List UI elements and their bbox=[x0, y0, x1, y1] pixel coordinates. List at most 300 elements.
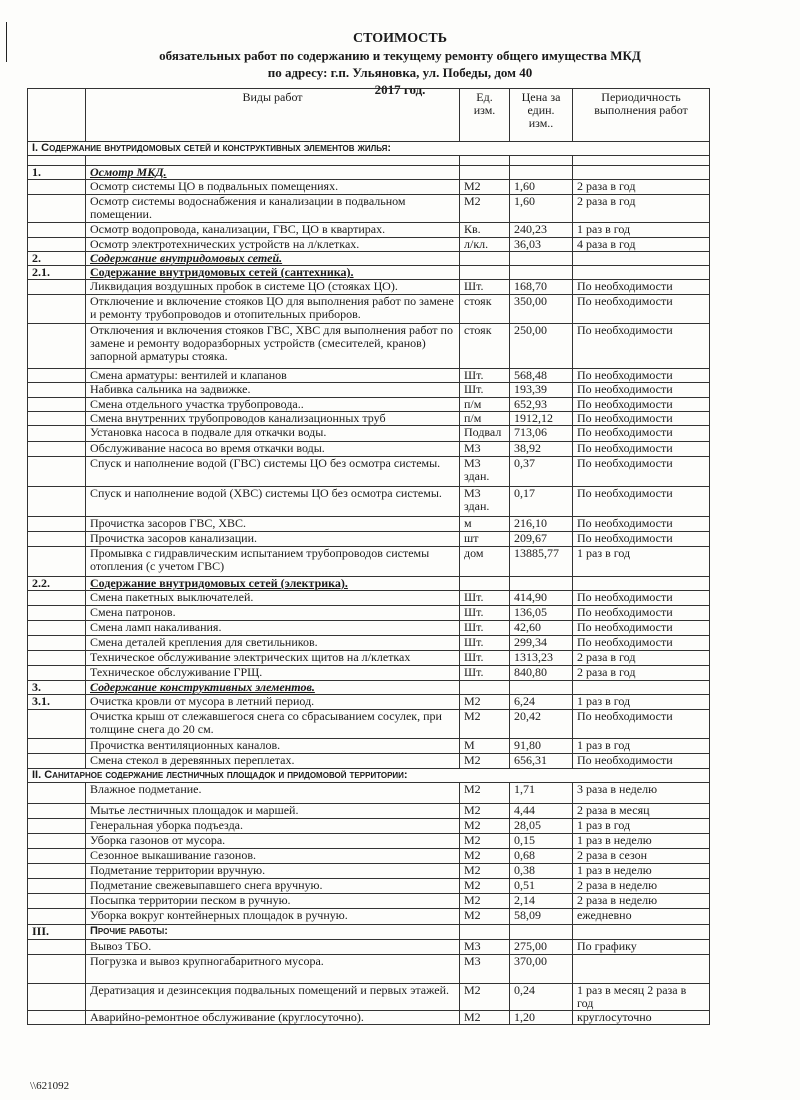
period-cell: ежедневно bbox=[573, 909, 710, 925]
period-cell: По необходимости bbox=[573, 412, 710, 426]
empty-cell bbox=[573, 577, 710, 591]
empty-cell bbox=[573, 266, 710, 280]
work-name: Смена ламп накаливания. bbox=[86, 621, 460, 636]
unit-cell: М2 bbox=[460, 834, 510, 849]
period-cell: 2 раза в месяц bbox=[573, 804, 710, 819]
price-cell: 250,00 bbox=[510, 324, 573, 369]
period-cell: По необходимости bbox=[573, 426, 710, 442]
table-row bbox=[28, 324, 710, 369]
table-row bbox=[28, 238, 710, 252]
subsection-title: Содержание внутридомовых сетей. bbox=[86, 252, 460, 266]
price-cell: 370,00 bbox=[510, 955, 573, 984]
table-row bbox=[28, 754, 710, 769]
work-name: Уборка газонов от мусора. bbox=[86, 834, 460, 849]
table-row bbox=[28, 398, 710, 412]
empty-cell bbox=[510, 577, 573, 591]
row-number bbox=[28, 223, 86, 238]
table-row bbox=[28, 955, 710, 984]
row-number bbox=[28, 783, 86, 804]
unit-cell: М2 bbox=[460, 1011, 510, 1025]
period-cell: По необходимости bbox=[573, 606, 710, 621]
work-name: Прочистка засоров ГВС, ХВС. bbox=[86, 517, 460, 532]
row-number: III. bbox=[28, 925, 86, 940]
header-price: Цена за един. изм.. bbox=[510, 89, 573, 142]
price-cell: 1,71 bbox=[510, 783, 573, 804]
table-row bbox=[28, 156, 710, 166]
row-number bbox=[28, 1011, 86, 1025]
period-cell: По необходимости bbox=[573, 442, 710, 457]
price-cell: 240,23 bbox=[510, 223, 573, 238]
table-row bbox=[28, 769, 710, 783]
work-name: Смена патронов. bbox=[86, 606, 460, 621]
unit-cell: Подвал bbox=[460, 426, 510, 442]
price-cell: 652,93 bbox=[510, 398, 573, 412]
table-row bbox=[28, 517, 710, 532]
header-unit: Ед. изм. bbox=[460, 89, 510, 142]
row-number bbox=[28, 834, 86, 849]
work-name: Прочистка засоров канализации. bbox=[86, 532, 460, 547]
table-row bbox=[28, 834, 710, 849]
unit-cell: М2 bbox=[460, 879, 510, 894]
empty-cell bbox=[510, 166, 573, 180]
row-number bbox=[28, 754, 86, 769]
period-cell: 1 раз в год bbox=[573, 223, 710, 238]
period-cell: По необходимости bbox=[573, 280, 710, 295]
table-row bbox=[28, 739, 710, 754]
price-cell: 13885,77 bbox=[510, 547, 573, 577]
table-row bbox=[28, 426, 710, 442]
price-cell: 0,24 bbox=[510, 984, 573, 1011]
price-cell: 0,68 bbox=[510, 849, 573, 864]
unit-cell: п/м bbox=[460, 398, 510, 412]
period-cell: 1 раз в год bbox=[573, 547, 710, 577]
price-cell: 136,05 bbox=[510, 606, 573, 621]
doc-year: 2017 год. bbox=[374, 82, 426, 97]
table-row bbox=[28, 783, 710, 804]
table-row bbox=[28, 894, 710, 909]
table-row bbox=[28, 180, 710, 195]
row-number bbox=[28, 606, 86, 621]
period-cell: По необходимости bbox=[573, 517, 710, 532]
row-number bbox=[28, 864, 86, 879]
unit-cell: п/м bbox=[460, 412, 510, 426]
work-name: Подметание территории вручную. bbox=[86, 864, 460, 879]
unit-cell: шт bbox=[460, 532, 510, 547]
table-row bbox=[28, 383, 710, 398]
period-cell: круглосуточно bbox=[573, 1011, 710, 1025]
price-cell: 350,00 bbox=[510, 295, 573, 324]
table-row bbox=[28, 1011, 710, 1025]
table-row bbox=[28, 142, 710, 156]
period-cell: По необходимости bbox=[573, 457, 710, 487]
header-works: Виды работ bbox=[86, 89, 460, 142]
work-name: Осмотр электротехнических устройств на л/клетках. bbox=[86, 238, 460, 252]
price-cell: 42,60 bbox=[510, 621, 573, 636]
unit-cell: стояк bbox=[460, 295, 510, 324]
period-cell: По необходимости bbox=[573, 383, 710, 398]
row-number: 2.1. bbox=[28, 266, 86, 280]
row-number bbox=[28, 955, 86, 984]
price-cell: 20,42 bbox=[510, 710, 573, 739]
work-name: Смена деталей крепления для светильников. bbox=[86, 636, 460, 651]
row-number bbox=[28, 280, 86, 295]
work-name: Осмотр системы ЦО в подвальных помещениях. bbox=[86, 180, 460, 195]
period-cell: 2 раза в год bbox=[573, 180, 710, 195]
price-cell bbox=[510, 925, 573, 940]
price-cell: 0,15 bbox=[510, 834, 573, 849]
work-name: Сезонное выкашивание газонов. bbox=[86, 849, 460, 864]
table-row bbox=[28, 864, 710, 879]
unit-cell: М2 bbox=[460, 195, 510, 223]
period-cell: 1 раз в месяц 2 раза в год bbox=[573, 984, 710, 1011]
table-row bbox=[28, 223, 710, 238]
row-number bbox=[28, 984, 86, 1011]
row-number bbox=[28, 195, 86, 223]
period-cell: По необходимости bbox=[573, 487, 710, 517]
row-number bbox=[28, 940, 86, 955]
unit-cell: м bbox=[460, 517, 510, 532]
work-name: Спуск и наполнение водой (ХВС) системы ЦО без осмотра системы. bbox=[86, 487, 460, 517]
table-row bbox=[28, 280, 710, 295]
period-cell: 3 раза в неделю bbox=[573, 783, 710, 804]
row-number bbox=[28, 894, 86, 909]
unit-cell: М3 bbox=[460, 940, 510, 955]
table-row bbox=[28, 804, 710, 819]
unit-cell: Шт. bbox=[460, 383, 510, 398]
work-name: Влажное подметание. bbox=[86, 783, 460, 804]
table-row bbox=[28, 666, 710, 681]
unit-cell: М3 bbox=[460, 442, 510, 457]
table-row bbox=[28, 925, 710, 940]
row-number: 3.1. bbox=[28, 695, 86, 710]
price-cell: 38,92 bbox=[510, 442, 573, 457]
subsection-title: Содержание внутридомовых сетей (электрика). bbox=[86, 577, 460, 591]
unit-cell: М2 bbox=[460, 783, 510, 804]
unit-cell: М2 bbox=[460, 804, 510, 819]
table-row bbox=[28, 532, 710, 547]
period-cell: 1 раз в год bbox=[573, 819, 710, 834]
period-cell: По необходимости bbox=[573, 621, 710, 636]
section-heading: I. Содержание внутридомовых сетей и конструктивных элементов жилья: bbox=[28, 142, 710, 156]
row-number bbox=[28, 324, 86, 369]
price-cell: 216,10 bbox=[510, 517, 573, 532]
table-row bbox=[28, 621, 710, 636]
period-cell: По необходимости bbox=[573, 532, 710, 547]
unit-cell: М2 bbox=[460, 849, 510, 864]
table-row bbox=[28, 879, 710, 894]
row-number bbox=[28, 666, 86, 681]
price-cell: 193,39 bbox=[510, 383, 573, 398]
row-number bbox=[28, 710, 86, 739]
table-header-row bbox=[28, 89, 710, 142]
empty-cell bbox=[460, 252, 510, 266]
price-cell: 713,06 bbox=[510, 426, 573, 442]
work-name: Аварийно-ремонтное обслуживание (круглосуточно). bbox=[86, 1011, 460, 1025]
unit-cell: М2 bbox=[460, 710, 510, 739]
unit-cell: М2 bbox=[460, 695, 510, 710]
period-cell: По необходимости bbox=[573, 754, 710, 769]
work-name: Генеральная уборка подъезда. bbox=[86, 819, 460, 834]
work-name: Смена отдельного участка трубопровода.. bbox=[86, 398, 460, 412]
table-row bbox=[28, 909, 710, 925]
empty-cell bbox=[510, 681, 573, 695]
row-number bbox=[28, 412, 86, 426]
row-number bbox=[28, 621, 86, 636]
unit-cell bbox=[460, 925, 510, 940]
table-row bbox=[28, 710, 710, 739]
work-name: Вывоз ТБО. bbox=[86, 940, 460, 955]
work-name: Набивка сальника на задвижке. bbox=[86, 383, 460, 398]
table-row bbox=[28, 651, 710, 666]
doc-title: СТОИМОСТЬ bbox=[352, 31, 448, 46]
row-number bbox=[28, 532, 86, 547]
price-cell: 1,20 bbox=[510, 1011, 573, 1025]
row-number: 3. bbox=[28, 681, 86, 695]
period-cell bbox=[573, 955, 710, 984]
work-name: Очистка крыш от слежавшегося снега со сбрасыванием сосулек, при толщине снега до 20 см. bbox=[86, 710, 460, 739]
period-cell: По графику bbox=[573, 940, 710, 955]
work-name: Осмотр системы водоснабжения и канализации в подвальном помещении. bbox=[86, 195, 460, 223]
price-cell: 168,70 bbox=[510, 280, 573, 295]
row-number bbox=[28, 238, 86, 252]
price-cell: 414,90 bbox=[510, 591, 573, 606]
table-row bbox=[28, 369, 710, 383]
row-number bbox=[28, 180, 86, 195]
price-cell: 1313,23 bbox=[510, 651, 573, 666]
empty-cell bbox=[510, 266, 573, 280]
price-cell: 299,34 bbox=[510, 636, 573, 651]
work-name: Смена внутренних трубопроводов канализационных труб bbox=[86, 412, 460, 426]
work-name: Обслуживание насоса во время откачки воды. bbox=[86, 442, 460, 457]
empty-cell bbox=[510, 252, 573, 266]
subsection-title: Содержание конструктивных элементов. bbox=[86, 681, 460, 695]
table-row bbox=[28, 442, 710, 457]
period-cell: 1 раз в год bbox=[573, 695, 710, 710]
table-row bbox=[28, 606, 710, 621]
price-cell: 0,37 bbox=[510, 457, 573, 487]
subsection-title: Осмотр МКД. bbox=[86, 166, 460, 180]
row-number: 2.2. bbox=[28, 577, 86, 591]
table-body bbox=[28, 142, 710, 1025]
row-number bbox=[28, 426, 86, 442]
works-table bbox=[27, 88, 710, 1025]
footer-code: \\621092 bbox=[30, 1080, 70, 1092]
empty-cell bbox=[86, 156, 460, 166]
table-row bbox=[28, 695, 710, 710]
period-cell: По необходимости bbox=[573, 710, 710, 739]
row-number bbox=[28, 547, 86, 577]
empty-cell bbox=[460, 266, 510, 280]
period-cell: По необходимости bbox=[573, 398, 710, 412]
price-cell: 0,51 bbox=[510, 879, 573, 894]
empty-cell bbox=[28, 156, 86, 166]
row-number bbox=[28, 849, 86, 864]
table-row bbox=[28, 636, 710, 651]
table-row bbox=[28, 252, 710, 266]
price-cell: 2,14 bbox=[510, 894, 573, 909]
unit-cell: л/кл. bbox=[460, 238, 510, 252]
section-heading: II. Санитарное содержание лестничных площадок и придомовой территории: bbox=[28, 769, 710, 783]
row-number bbox=[28, 487, 86, 517]
row-number bbox=[28, 651, 86, 666]
row-number bbox=[28, 517, 86, 532]
price-cell: 656,31 bbox=[510, 754, 573, 769]
table-row bbox=[28, 166, 710, 180]
work-name: Отключения и включения стояков ГВС, ХВС для выполнения работ по замене и ремонту водоразборных устройств (смесителей, кранов) запорной арматуры стояка. bbox=[86, 324, 460, 369]
work-name: Техническое обслуживание электрических щитов на л/клетках bbox=[86, 651, 460, 666]
empty-cell bbox=[510, 156, 573, 166]
price-cell: 58,09 bbox=[510, 909, 573, 925]
unit-cell: М2 bbox=[460, 754, 510, 769]
work-name: Очистка кровли от мусора в летний период. bbox=[86, 695, 460, 710]
price-cell: 28,05 bbox=[510, 819, 573, 834]
row-number bbox=[28, 591, 86, 606]
work-name: Прочистка вентиляционных каналов. bbox=[86, 739, 460, 754]
work-name: Промывка с гидравлическим испытанием трубопроводов системы отопления (с учетом ГВС) bbox=[86, 547, 460, 577]
period-cell: По необходимости bbox=[573, 369, 710, 383]
work-name: Смена арматуры: вентилей и клапанов bbox=[86, 369, 460, 383]
table-row bbox=[28, 940, 710, 955]
period-cell: По необходимости bbox=[573, 295, 710, 324]
unit-cell: М2 bbox=[460, 894, 510, 909]
table-row bbox=[28, 457, 710, 487]
unit-cell: Шт. bbox=[460, 636, 510, 651]
unit-cell: Шт. bbox=[460, 666, 510, 681]
unit-cell: М2 bbox=[460, 984, 510, 1011]
price-cell: 6,24 bbox=[510, 695, 573, 710]
row-number: 2. bbox=[28, 252, 86, 266]
row-number bbox=[28, 457, 86, 487]
work-name: Прочие работы: bbox=[86, 925, 460, 940]
period-cell: 4 раза в год bbox=[573, 238, 710, 252]
unit-cell: М bbox=[460, 739, 510, 754]
table-row bbox=[28, 195, 710, 223]
row-number bbox=[28, 909, 86, 925]
unit-cell: М2 bbox=[460, 819, 510, 834]
period-cell: 1 раз в неделю bbox=[573, 864, 710, 879]
unit-cell: Шт. bbox=[460, 591, 510, 606]
price-cell: 0,17 bbox=[510, 487, 573, 517]
period-cell: По необходимости bbox=[573, 636, 710, 651]
header-num-cell bbox=[28, 89, 86, 142]
price-cell: 1,60 bbox=[510, 180, 573, 195]
work-name: Смена пакетных выключателей. bbox=[86, 591, 460, 606]
empty-cell bbox=[460, 156, 510, 166]
table-row bbox=[28, 849, 710, 864]
price-cell: 0,38 bbox=[510, 864, 573, 879]
row-number bbox=[28, 636, 86, 651]
work-name: Спуск и наполнение водой (ГВС) системы ЦО без осмотра системы. bbox=[86, 457, 460, 487]
period-cell: По необходимости bbox=[573, 591, 710, 606]
period-cell: 2 раза в год bbox=[573, 195, 710, 223]
unit-cell: М3 bbox=[460, 955, 510, 984]
period-cell: 1 раз в неделю bbox=[573, 834, 710, 849]
subsection-title: Содержание внутридомовых сетей (сантехника). bbox=[86, 266, 460, 280]
work-name: Смена стекол в деревянных переплетах. bbox=[86, 754, 460, 769]
doc-subtitle-2: по адресу: г.п. Ульяновка, ул. Победы, дом 40 bbox=[267, 65, 533, 80]
unit-cell: Шт. bbox=[460, 280, 510, 295]
doc-subtitle-1: обязательных работ по содержанию и текущему ремонту общего имущества МКД bbox=[159, 48, 641, 63]
table-row bbox=[28, 295, 710, 324]
row-number bbox=[28, 804, 86, 819]
row-number: 1. bbox=[28, 166, 86, 180]
price-cell: 36,03 bbox=[510, 238, 573, 252]
empty-cell bbox=[460, 166, 510, 180]
period-cell: По необходимости bbox=[573, 324, 710, 369]
work-name: Мытье лестничных площадок и маршей. bbox=[86, 804, 460, 819]
price-cell: 4,44 bbox=[510, 804, 573, 819]
table-row bbox=[28, 547, 710, 577]
row-number bbox=[28, 383, 86, 398]
unit-cell: М2 bbox=[460, 864, 510, 879]
unit-cell: Кв. bbox=[460, 223, 510, 238]
empty-cell bbox=[573, 252, 710, 266]
price-cell: 209,67 bbox=[510, 532, 573, 547]
unit-cell: М3 здан. bbox=[460, 487, 510, 517]
price-cell: 568,48 bbox=[510, 369, 573, 383]
unit-cell: дом bbox=[460, 547, 510, 577]
unit-cell: М3 здан. bbox=[460, 457, 510, 487]
work-name: Отключение и включение стояков ЦО для выполнения работ по замене и ремонту трубопроводов и отопительных приборов. bbox=[86, 295, 460, 324]
work-name: Осмотр водопровода, канализации, ГВС, ЦО в квартирах. bbox=[86, 223, 460, 238]
unit-cell: Шт. bbox=[460, 369, 510, 383]
unit-cell: Шт. bbox=[460, 606, 510, 621]
empty-cell bbox=[573, 681, 710, 695]
table-row bbox=[28, 591, 710, 606]
price-cell: 275,00 bbox=[510, 940, 573, 955]
table-row bbox=[28, 984, 710, 1011]
work-name: Погрузка и вывоз крупногабаритного мусора. bbox=[86, 955, 460, 984]
work-name: Ликвидация воздушных пробок в системе ЦО (стояках ЦО). bbox=[86, 280, 460, 295]
period-cell bbox=[573, 925, 710, 940]
header-period: Периодичность выполнения работ bbox=[573, 89, 710, 142]
work-name: Уборка вокруг контейнерных площадок в ручную. bbox=[86, 909, 460, 925]
row-number bbox=[28, 398, 86, 412]
table-row bbox=[28, 819, 710, 834]
row-number bbox=[28, 442, 86, 457]
table-row bbox=[28, 266, 710, 280]
work-name: Подметание свежевыпавшего снега вручную. bbox=[86, 879, 460, 894]
table-row bbox=[28, 412, 710, 426]
work-name: Посыпка территории песком в ручную. bbox=[86, 894, 460, 909]
period-cell: 2 раза в год bbox=[573, 651, 710, 666]
period-cell: 2 раза в неделю bbox=[573, 879, 710, 894]
price-cell: 1912,12 bbox=[510, 412, 573, 426]
unit-cell: Шт. bbox=[460, 621, 510, 636]
empty-cell bbox=[460, 681, 510, 695]
price-cell: 1,60 bbox=[510, 195, 573, 223]
period-cell: 2 раза в неделю bbox=[573, 894, 710, 909]
table-row bbox=[28, 487, 710, 517]
work-name: Установка насоса в подвале для откачки воды. bbox=[86, 426, 460, 442]
empty-cell bbox=[573, 166, 710, 180]
period-cell: 2 раза в год bbox=[573, 666, 710, 681]
row-number bbox=[28, 819, 86, 834]
period-cell: 1 раз в год bbox=[573, 739, 710, 754]
unit-cell: стояк bbox=[460, 324, 510, 369]
table-row bbox=[28, 577, 710, 591]
work-name: Техническое обслуживание ГРЩ. bbox=[86, 666, 460, 681]
row-number bbox=[28, 739, 86, 754]
table-row bbox=[28, 681, 710, 695]
work-name: Дератизация и дезинсекция подвальных помещений и первых этажей. bbox=[86, 984, 460, 1011]
unit-cell: Шт. bbox=[460, 651, 510, 666]
empty-cell bbox=[460, 577, 510, 591]
row-number bbox=[28, 295, 86, 324]
price-cell: 91,80 bbox=[510, 739, 573, 754]
price-cell: 840,80 bbox=[510, 666, 573, 681]
row-number bbox=[28, 369, 86, 383]
